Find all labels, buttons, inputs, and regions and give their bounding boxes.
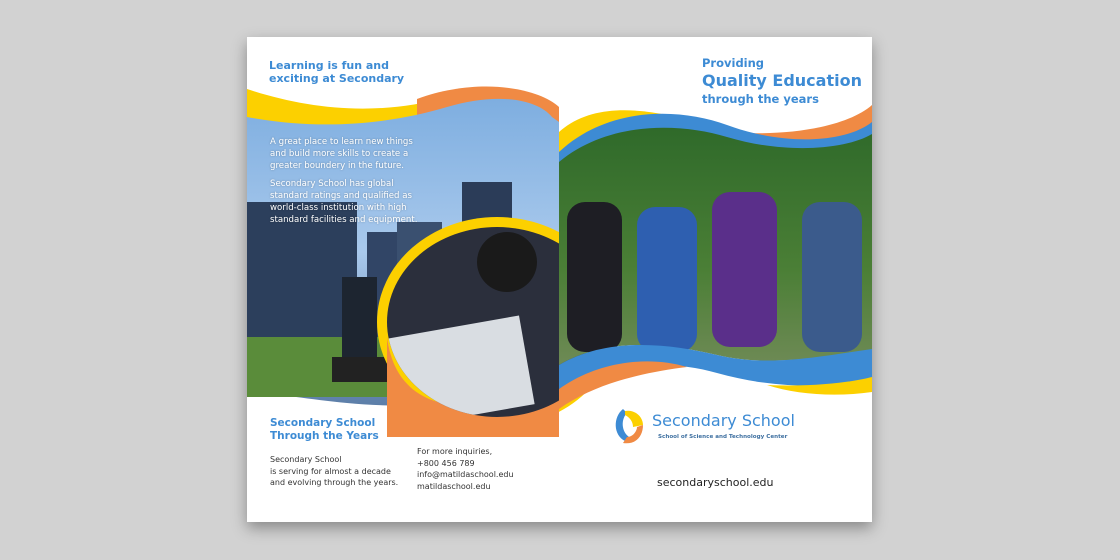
students-figures xyxy=(567,192,862,352)
heading-main: Quality Education xyxy=(702,71,862,90)
heading-top: Providing xyxy=(702,56,765,70)
logo-tagline: School of Science and Technology Center xyxy=(658,434,788,440)
left-copy xyxy=(270,136,430,226)
brochure xyxy=(247,37,872,522)
contact-email: info@matildaschool.edu xyxy=(417,470,514,479)
subheading-line: Secondary School xyxy=(270,417,376,429)
subheading-line: Through the Years xyxy=(270,429,379,442)
left-heading xyxy=(269,59,404,85)
about-text xyxy=(270,454,405,489)
left-subheading xyxy=(270,417,405,442)
about-line: is serving for almost a decade xyxy=(270,466,391,476)
left-heading-line: exciting at Secondary xyxy=(269,72,405,85)
right-heading xyxy=(702,56,862,106)
body-text: Secondary School has global standard ratings and qualified as world-class institution with high standard facilities and equipment. xyxy=(270,179,418,225)
logo-name: Secondary School xyxy=(652,411,795,430)
logo-text xyxy=(652,411,795,441)
website-url: secondaryschool.edu xyxy=(657,476,774,489)
left-bottom-block xyxy=(270,417,405,489)
heading-bottom: through the years xyxy=(702,92,819,106)
contact-line: For more inquiries, xyxy=(417,447,493,456)
intro-text: A great place to learn new things and build more skills to create a greater boundery in the future. xyxy=(270,137,413,171)
school-logo-icon xyxy=(616,409,643,443)
about-line: and evolving through the years. xyxy=(270,478,399,487)
contact-info xyxy=(417,446,514,492)
about-line: Secondary School xyxy=(270,455,342,464)
left-heading-line: Learning is fun and xyxy=(269,59,390,72)
contact-phone: +800 456 789 xyxy=(417,458,475,468)
contact-website: matildaschool.edu xyxy=(417,481,491,491)
